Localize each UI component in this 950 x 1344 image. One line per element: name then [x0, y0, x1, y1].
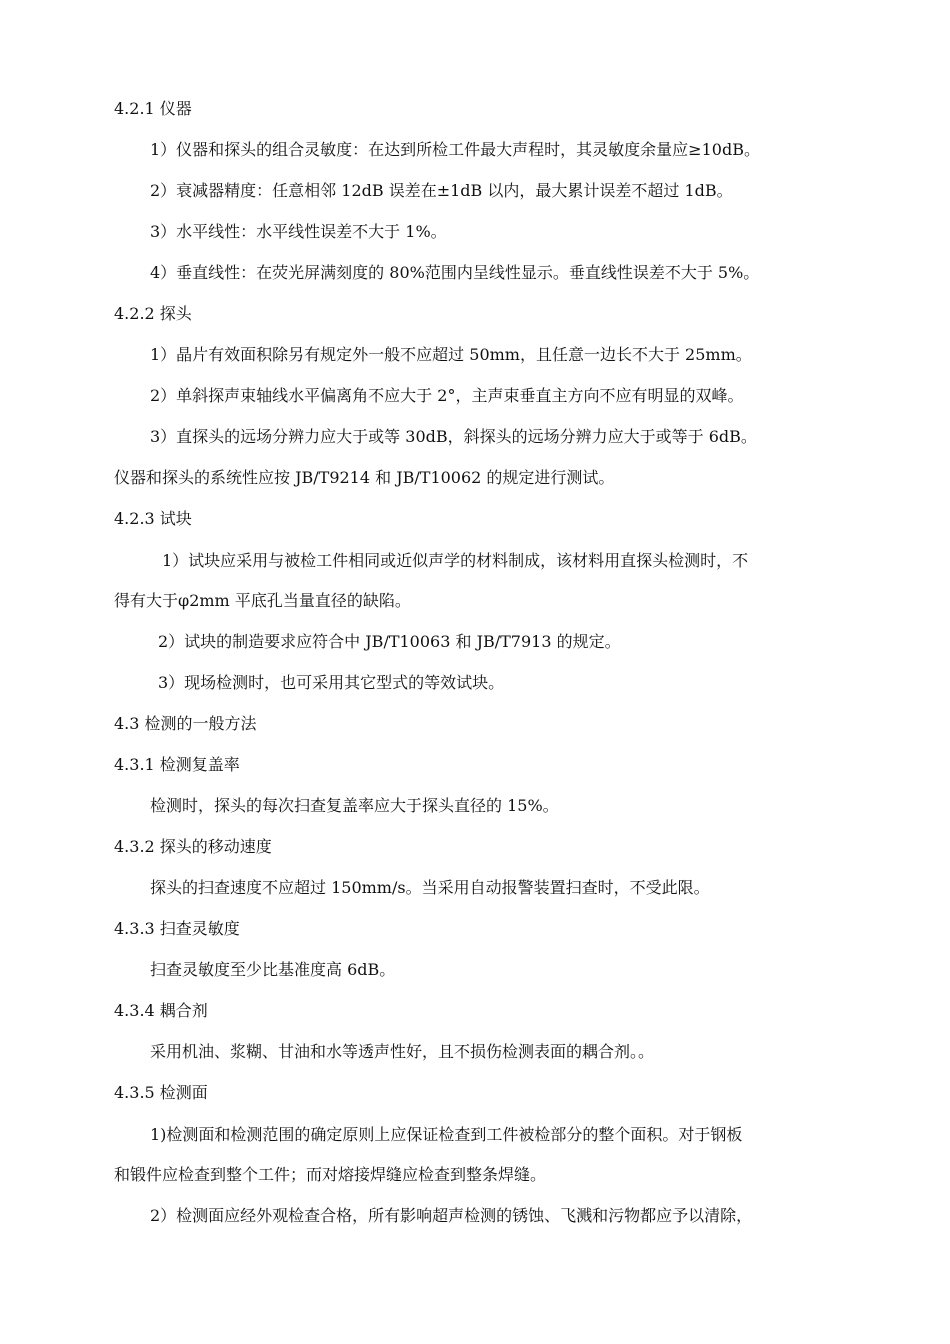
heading-4-2-2: 4.2.2 探头 — [114, 304, 192, 323]
paragraph: 2）检测面应经外观检查合格，所有影响超声检测的锈蚀、飞溅和污物都应予以清除， — [150, 1206, 753, 1225]
paragraph: 2）衰减器精度：任意相邻 12dB 误差在±1dB 以内，最大累计误差不超过 1dB。 — [150, 181, 733, 200]
paragraph: 仪器和探头的系统性应按 JB/T9214 和 JB/T10062 的规定进行测试。 — [114, 468, 615, 487]
paragraph: 4）垂直线性：在荧光屏满刻度的 80%范围内呈线性显示。垂直线性误差不大于 5%。 — [150, 263, 760, 282]
paragraph: 检测时，探头的每次扫查复盖率应大于探头直径的 15%。 — [150, 796, 559, 815]
paragraph: 1）晶片有效面积除另有规定外一般不应超过 50mm，且任意一边长不大于 25mm。 — [150, 345, 752, 364]
heading-4-2-3: 4.2.3 试块 — [114, 509, 192, 528]
heading-4-3-5: 4.3.5 检测面 — [114, 1083, 208, 1102]
paragraph: 和锻件应检查到整个工件；而对熔接焊缝应检查到整条焊缝。 — [114, 1165, 547, 1184]
paragraph: 采用机油、浆糊、甘油和水等透声性好，且不损伤检测表面的耦合剂。。 — [150, 1042, 655, 1061]
paragraph: 3）现场检测时，也可采用其它型式的等效试块。 — [158, 673, 505, 692]
heading-4-3: 4.3 检测的一般方法 — [114, 714, 257, 733]
heading-4-2-1: 4.2.1 仪器 — [114, 99, 192, 118]
heading-4-3-3: 4.3.3 扫查灵敏度 — [114, 919, 240, 938]
paragraph: 1）仪器和探头的组合灵敏度：在达到所检工件最大声程时，其灵敏度余量应≥10dB。 — [150, 140, 760, 159]
heading-4-3-1: 4.3.1 检测复盖率 — [114, 755, 240, 774]
paragraph: 探头的扫查速度不应超过 150mm/s。当采用自动报警装置扫查时，不受此限。 — [150, 878, 710, 897]
paragraph: 3）水平线性：水平线性误差不大于 1%。 — [150, 222, 447, 241]
paragraph: 1）试块应采用与被检工件相同或近似声学的材料制成，该材料用直探头检测时，不 — [162, 551, 749, 570]
paragraph: 得有大于φ2mm 平底孔当量直径的缺陷。 — [114, 591, 411, 610]
paragraph: 3）直探头的远场分辨力应大于或等 30dB，斜探头的远场分辨力应大于或等于 6dB。 — [150, 427, 757, 446]
heading-4-3-2: 4.3.2 探头的移动速度 — [114, 837, 272, 856]
paragraph: 扫查灵敏度至少比基准度高 6dB。 — [150, 960, 396, 979]
paragraph: 2）单斜探声束轴线水平偏离角不应大于 2°，主声束垂直主方向不应有明显的双峰。 — [150, 386, 744, 405]
heading-4-3-4: 4.3.4 耦合剂 — [114, 1001, 208, 1020]
paragraph: 1)检测面和检测范围的确定原则上应保证检查到工件被检部分的整个面积。对于钢板 — [150, 1125, 743, 1144]
paragraph: 2）试块的制造要求应符合中 JB/T10063 和 JB/T7913 的规定。 — [158, 632, 621, 651]
